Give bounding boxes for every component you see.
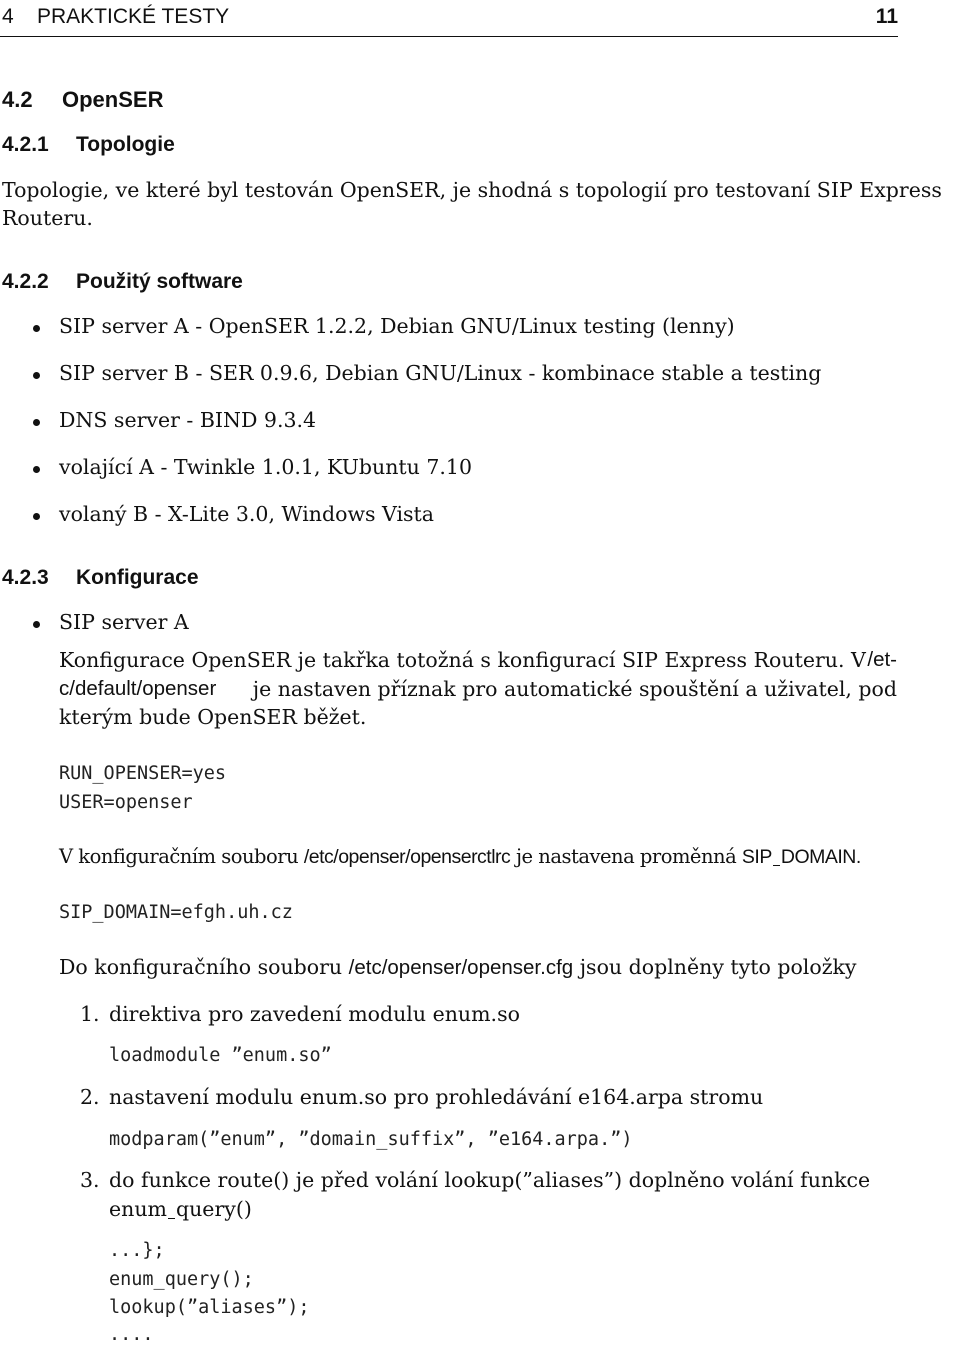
list-item: volaný B - X-Lite 3.0, Windows Vista [59, 502, 435, 526]
subsection-number: 4.2.2 [2, 270, 49, 293]
code-line: enum_query(); [109, 1269, 254, 1290]
topologie-line-2: Routeru. [2, 206, 93, 230]
code-line: ...}; [109, 1240, 165, 1261]
config-para-line-3: kterým bude OpenSER běžet. [59, 705, 367, 729]
code-line: lookup(”aliases”); [109, 1297, 310, 1318]
bullet-icon [33, 372, 40, 379]
subsection-title: Topologie [76, 133, 175, 156]
chapter-number: 4 [2, 5, 14, 28]
bullet-icon [33, 325, 40, 332]
path-text: /etc/openser/openserctlrc [303, 846, 511, 868]
list-item: volající A - Twinkle 1.0.1, KUbuntu 7.10 [59, 455, 472, 479]
step-text: do funkce route() je před volání lookup(”aliases”) doplněno volání funkce [109, 1168, 871, 1192]
config-para-3: Do konfiguračního souboru /etc/openser/openser.cfg jsou doplněny tyto položky [59, 955, 857, 979]
path-text: /etc/openser/openser.cfg [348, 956, 574, 979]
list-item: SIP server A - OpenSER 1.2.2, Debian GNU/Linux testing (lenny) [59, 314, 735, 338]
code-line: .... [109, 1324, 154, 1345]
step-text: nastavení modulu enum.so pro prohledávání e164.arpa stromu [109, 1085, 764, 1109]
header-rule [0, 36, 898, 37]
list-item: SIP server B - SER 0.9.6, Debian GNU/Linux - kombinace stable a testing [59, 361, 822, 385]
list-item: DNS server - BIND 9.3.4 [59, 408, 317, 432]
bullet-icon [33, 466, 40, 473]
bullet-icon [33, 419, 40, 426]
list-item: SIP server A [59, 610, 189, 634]
path-text: /et- [867, 648, 897, 671]
subsection-title: Konfigurace [76, 566, 199, 589]
config-para-line-1: Konfigurace OpenSER je takřka totožná s konfigurací SIP Express Routeru. V /et- [59, 648, 897, 672]
subsection-number: 4.2.1 [2, 133, 49, 156]
bullet-icon [33, 513, 40, 520]
chapter-title: PRAKTICKÉ TESTY [37, 5, 230, 28]
step-text: direktiva pro zavedení modulu enum.so [109, 1002, 520, 1026]
code-line: modparam(”enum”, ”domain_suffix”, ”e164.arpa.”) [109, 1129, 633, 1150]
section-title: OpenSER [62, 87, 164, 112]
variable-name: SIP DOMAIN. [741, 846, 861, 868]
config-para-line-2: c/default/openser je nastaven příznak pro automatické spouštění a uživatel, pod [59, 677, 897, 701]
step-number: 3. [80, 1168, 100, 1192]
path-text: c/default/openser [59, 677, 217, 700]
step-number: 2. [80, 1085, 100, 1109]
bullet-icon [33, 621, 40, 628]
page-number: 11 [875, 5, 898, 28]
section-number: 4.2 [2, 87, 33, 112]
step-number: 1. [80, 1002, 100, 1026]
subsection-number: 4.2.3 [2, 566, 49, 589]
topologie-line-1: Topologie, ve které byl testován OpenSER, je shodná s topologií pro testovaní SIP Express [2, 178, 942, 202]
config-para-2: V konfiguračním souboru /etc/openser/openserctlrc je nastavena proměnná SIP DOMAIN. [59, 845, 861, 868]
subsection-title: Použitý software [76, 270, 243, 293]
code-line: loadmodule ”enum.so” [109, 1045, 332, 1066]
step-text-cont: enum query() [109, 1197, 252, 1221]
code-line: RUN_OPENSER=yes [59, 763, 227, 784]
code-line: USER=openser [59, 792, 193, 813]
code-line: SIP_DOMAIN=efgh.uh.cz [59, 902, 293, 923]
